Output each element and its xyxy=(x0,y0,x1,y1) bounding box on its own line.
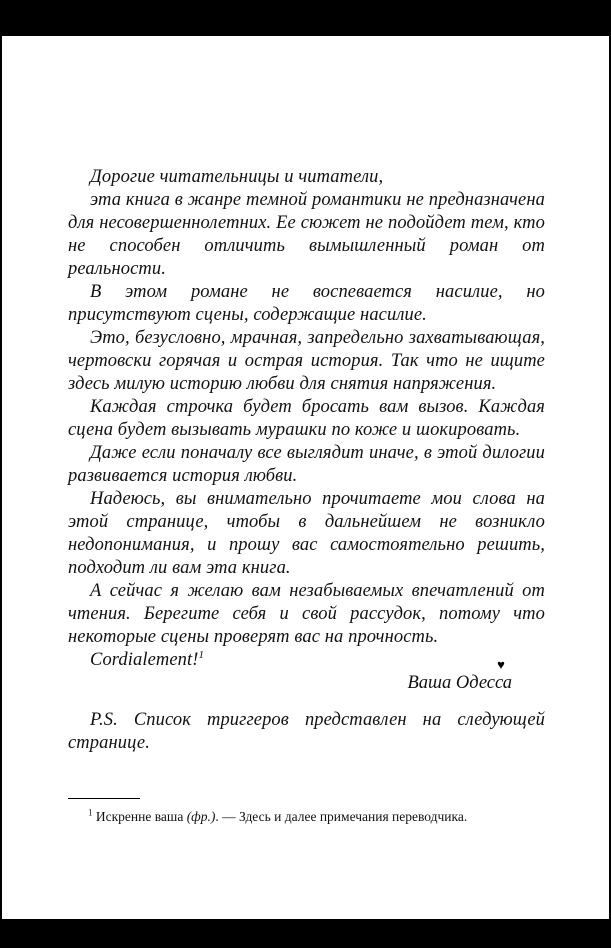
footnote-translation: Искренне ваша xyxy=(92,809,187,824)
signature-line xyxy=(68,649,545,672)
paragraph-farewell: А сейчас я желаю вам незабываемых впечатлений от чтения. Берегите себя и свой рассудок, потому что некоторые сцены проверят вас на прочность. xyxy=(68,581,545,647)
paragraph-greeting: Дорогие читательницы и читатели, xyxy=(90,167,384,187)
paragraph-love-story-note: Даже если поначалу все выглядит иначе, в этой дилогии развивается история любви. xyxy=(68,443,545,486)
footnote-translator-note: . — Здесь и далее примечания переводчика. xyxy=(215,809,468,824)
footnote-language-tag: (фр.) xyxy=(186,809,216,824)
page-content xyxy=(68,166,545,755)
top-border-bar xyxy=(0,0,611,36)
signature-word: Cordialement! xyxy=(90,650,199,670)
postscript: P.S. Список триггеров представлен на следующей странице. xyxy=(68,710,545,753)
paragraph-challenge-warning: Каждая строчка будет бросать вам вызов. Каждая сцена будет вызывать мурашки по коже и шокировать. xyxy=(68,397,545,440)
paragraph-reader-decision: Надеюсь, вы внимательно прочитаете мои слова на этой странице, чтобы в дальнейшем не возникло недопонимания, и прошу вас самостоятельно решить, подходит ли вам эта книга. xyxy=(68,489,545,578)
heart-icon: ♥ xyxy=(497,657,505,672)
footnote-area xyxy=(68,798,545,826)
paragraph-age-warning: эта книга в жанре темной романтики не предназначена для несовершеннолетних. Ее сюжет не подойдет тем, кто не способен отличить вымышленный роман от реальности. xyxy=(68,190,545,279)
paragraph-genre-description: Это, безусловно, мрачная, запредельно захватывающая, чертовски горячая и острая история. Так что не ищите здесь милую историю любви для снятия напряжения. xyxy=(68,328,545,394)
footnote-divider xyxy=(68,798,140,799)
footnote-reference-marker: 1 xyxy=(198,648,205,661)
bottom-border-bar xyxy=(0,919,611,948)
author-signature: Ваша Одесса xyxy=(407,673,512,693)
footnote xyxy=(68,808,545,826)
footnote-marker: 1 xyxy=(88,807,93,818)
paragraph-violence-note: В этом романе не воспевается насилие, но присутствуют сцены, содержащие насилие. xyxy=(68,282,545,325)
left-border-line xyxy=(0,36,2,919)
